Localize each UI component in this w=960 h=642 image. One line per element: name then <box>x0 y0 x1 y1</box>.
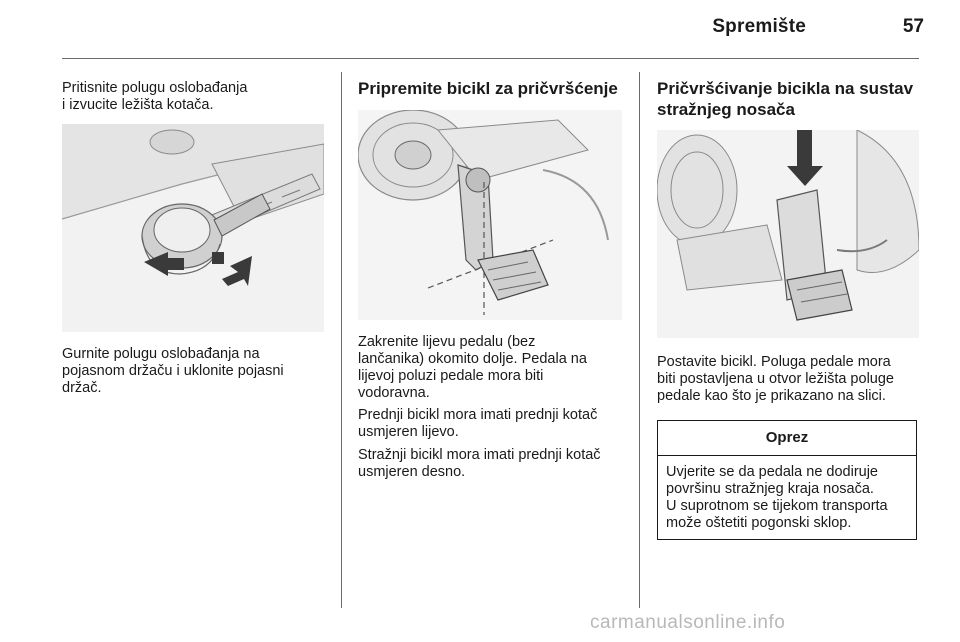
text-line: vodoravna. <box>358 385 430 401</box>
text-line: Stražnji bicikl mora imati prednji kotač <box>358 447 601 463</box>
text-line: U suprotnom se tijekom transporta <box>666 498 888 514</box>
section-heading-attach-bike <box>657 78 913 120</box>
middle-paragraph-3 <box>358 447 601 481</box>
figure-pedal-in-holder <box>657 130 919 338</box>
text-line: lančanika) okomito dolje. Pedala na <box>358 351 587 367</box>
header-divider <box>62 58 919 59</box>
column-divider-right <box>639 72 640 608</box>
text-line: držač. <box>62 380 102 396</box>
heading-line: stražnjeg nosača <box>657 100 795 119</box>
column-divider-left <box>341 72 342 608</box>
text-line: lijevoj poluzi pedale mora biti <box>358 368 544 384</box>
text-line: Pritisnite polugu oslobađanja <box>62 80 248 96</box>
text-line: usmjeren desno. <box>358 464 466 480</box>
text-line: i izvucite ležišta kotača. <box>62 97 214 113</box>
watermark: carmanualsonline.info <box>590 612 786 633</box>
page-number: 57 <box>902 16 924 37</box>
caution-box <box>657 420 917 540</box>
caution-title: Oprez <box>658 421 916 456</box>
text-line: biti postavljena u otvor ležišta poluge <box>657 371 894 387</box>
text-line: Prednji bicikl mora imati prednji kotač <box>358 407 598 423</box>
middle-paragraph-1 <box>358 334 587 402</box>
middle-paragraph-2 <box>358 407 597 441</box>
figure-pedal-vertical <box>358 110 622 320</box>
text-line: površinu stražnjeg kraja nosača. <box>666 481 874 497</box>
right-paragraph <box>657 354 894 405</box>
text-line: Uvjerite se da pedala ne dodiruje <box>666 464 878 480</box>
figure-release-lever-wheel-holders <box>62 124 324 332</box>
text-line: može oštetiti pogonski sklop. <box>666 515 852 531</box>
left-instruction-1 <box>62 80 247 114</box>
heading-line: Pričvršćivanje bicikla na sustav <box>657 79 914 98</box>
text-line: Gurnite polugu oslobađanja na <box>62 346 260 362</box>
left-instruction-2 <box>62 346 284 397</box>
page-title: Spremište <box>712 16 806 37</box>
text-line: Postavite bicikl. Poluga pedale mora <box>657 354 891 370</box>
text-line: pojasnom držaču i uklonite pojasni <box>62 363 284 379</box>
section-heading-prepare-bike: Pripremite bicikl za pričvršćenje <box>358 79 618 98</box>
caution-body <box>658 456 916 532</box>
text-line: usmjeren lijevo. <box>358 424 459 440</box>
text-line: Zakrenite lijevu pedalu (bez <box>358 334 536 350</box>
text-line: pedale kao što je prikazano na slici. <box>657 388 886 404</box>
